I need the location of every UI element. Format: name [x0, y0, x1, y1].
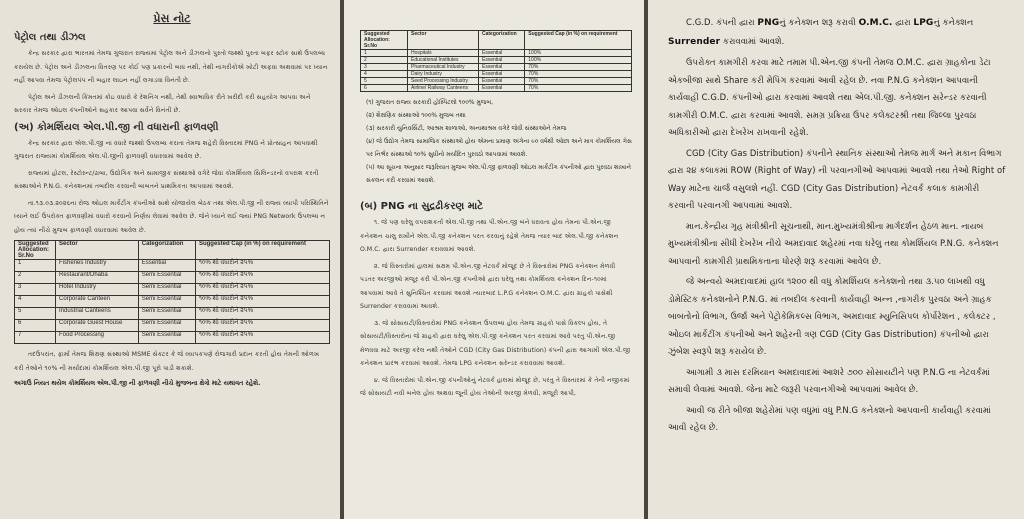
table-cell: ૧૦% થી વધારીને ૨૫%	[195, 260, 329, 272]
table-row	[361, 57, 632, 64]
paragraph: કેન્દ્ર સરકાર દ્વારા એલ.પી.જી ના વધારે જથ્થો ઉપલબ્ધ કરાતા તેમજ શહેરી વિસ્તારમાં PNG ને પ્રોત્સાહન આપવાથી ગુજરાત રાજ્યમાં કોમર્શિયલ એલ.પી.જીની ફાળવણી વધારવામાં આવેલ છે.	[14, 139, 318, 160]
table-header-row	[361, 31, 632, 50]
list-item: (૧) ગુજરાત રાજ્ય સરકારી હોસ્પિટલો ૧૦૦% મુજબ,	[366, 99, 494, 106]
page-two	[344, 0, 644, 519]
table-row	[361, 71, 632, 78]
table-row	[361, 64, 632, 71]
paragraph	[668, 14, 1008, 51]
table-cell: Semi Essential	[138, 272, 195, 284]
table-cell: ૧૦% થી વધારીને ૨૫%	[195, 332, 329, 344]
table-cell: Airline/ Railway Canteens	[408, 85, 479, 92]
table-row	[15, 296, 330, 308]
essential-allocation-table	[360, 30, 632, 92]
table-cell: 70%	[525, 64, 632, 71]
text-run: નું કનેક્શન શરૂ કરાવી	[779, 17, 859, 27]
table-cell: Restaurant/Dhaba	[56, 272, 139, 284]
paragraph: ૧. જે પણ ઘરેલુ વપરાશકર્તા એલ.પી.જી તથા પી.એન.જી બંને ધરાવતા હોય તેમના પી.એન.જી કનેક્શન ચાલુ રાખીને એલ.પી.જી કનેક્શન પરત કરવાનું રહેશે તેમજ ત્યાર બાદ એલ.પી.જી કનેક્શન O.M.C. દ્વારા Surrender કરાવવામાં આવશે.	[360, 219, 619, 253]
list-item: (૪) જે ઉદ્યોગ તેમજ સામાજિક સંસ્થાઓ હોય એમના પ્રમાણ અંગેના ૯૦ વર્ષથી ઓછા અને માત્ર કોમર્શિયલ ગેસ પર નિર્ભર સંસ્થાઓ ૧૦% સુધીનો મર્યાદિત પુરવઠો આપવામાં આવશે.	[366, 138, 632, 158]
table-cell: 70%	[525, 71, 632, 78]
table-cell: 3	[361, 64, 408, 71]
paragraph: જે અન્વયે અમદાવાદમાં હાલ ૧૨૦૦ થી વધુ કોમર્શિયલ કનેક્શનો તથા ૩.૫૦ લાખથી વધુ ડોમેસ્ટિક કનેક્શનોને P.N.G. માં તબદીલ કરવાની કાર્યવાહી અન્ન ,નાગરીક પુરવઠા અને ગ્રાહક બાબતોનો વિભાગ, ઉર્જા અને પેટ્રોકેમિકલ્સ વિભાગ, અમદાવાદ મ્યુનિસિપલ કોર્પોરેશન , કલેક્ટર , ઓઇલ માર્કેટીંગ કંપનીઓ અને શહેરની ત્રણ CGD (City Gas Distribution) કંપનીઓ દ્વારા ઝુંબેશ સ્વરૂપે શરૂ કરાયેલ છે.	[668, 276, 996, 356]
table-cell: ૧૦% થી વધારીને ૨૫%	[195, 296, 329, 308]
table-cell: ૧૦% થી વધારીને ૨૫%	[195, 284, 329, 296]
paragraph: ઉપરોક્ત કામગીરી કરવા માટે તમામ પી.એન.જી કંપની તેમજ O.M.C. દ્વારા ગ્રાહકોના ડેટા એકબીજા સાથે Share કરી મેપિંગ કરવામાં આવી રહેલ છે. નવા P.N.G કનેક્શન આપવાની કાર્યવાહી C.G.D. કંપનીઓ દ્વારા કરવામાં આવશે તથા એલ.પી.જી. કનેક્શન સરેન્ડર કરવાની કામગીરી O.M.C. દ્વારા કરવામાં આવશે. સમગ્ર પ્રક્રિયા ઉપર કલેક્ટરશ્રી તથા જિલ્લા પુરવઠા અધિકારીઓ દ્વારા દેખરેખ રાખવાની રહેશે.	[668, 57, 991, 137]
table-cell: Corporate Guest House	[56, 320, 139, 332]
page-one	[0, 0, 340, 519]
paragraph: ૨. જે વિસ્તારોમાં હાલમાં સક્ષમ પી.એન.જી નેટવર્ક મોજૂદ છે તે વિસ્તારોમાં PNG કનેક્શન મેળવી પડતર અરજીઓ મંજૂર કરી પી.એન.જી કંપનીઓ દ્વારા ઘરેલુ તથા કોમર્શિયલ કનેક્શન દિન-૧૦માં આપવામાં આવે તે સુનિશ્ચિત કરવામાં આવશે ત્યારબાદ L.P.G કનેક્શન O.M.C. દ્વારા ગ્રાહકો પાસેથી Surrender કરાવવામાં આવશે.	[360, 262, 616, 310]
table-cell: Food Processing	[56, 332, 139, 344]
table-cell: Hospitals	[408, 50, 479, 57]
paragraph: ૩. જે સોસાયટી/વિસ્તારોમાં PNG કનેક્શન ઉપલબ્ધ હોય તેમજ ગ્રાહકો પાસે વિકલ્પ હોય, તે સોસાયટી/વિસ્તારોના જે ગ્રાહકો દ્વારા ઘરેલુ એલ.પી.જી કનેક્શન પરત કરવામાં આવે પરંતુ પી.એન.જી મેળવવા માટે અરજી કરેલ નથી તેઓને CGD (City Gas Distribution) કંપની દ્વારા આગામી એલ.પી.જી કનેક્શન પ્રારંભ કરવામાં આવશે. તેમજ LPG કનેક્શન સરેન્ડર કરાવવામાં આવશે.	[360, 319, 631, 367]
table-cell: Semi Essential	[138, 320, 195, 332]
text-run: O.M.C.	[858, 18, 893, 28]
table-row	[15, 272, 330, 284]
table-cell: Essential	[478, 71, 524, 78]
table-cell: 6	[361, 85, 408, 92]
table-cell: Hotel Industry	[56, 284, 139, 296]
paragraph: તા.૧૩.૦૩.૨૦૨૬ના રોજ ઓઇલ માર્કેટીંગ કંપનીઓ સાથે યોજાયેલ બેઠક તથા એલ.પી.જી ની રાજ્ય વ્યાપી પરિસ્થિતિને ધ્યાને લઈ ઉપરોક્ત ફાળવણીમાં વધારો કરવાનો નિર્ણય લેવામાં આવેલ છે. જેને ધ્યાને લઈ જ્યાં PNG Network ઉપલબ્ધ ન હોય ત્યાં નીચે મુજબ ફાળવણી વધારવામાં આવેલ છે.	[14, 199, 329, 234]
text-run: PNG	[757, 18, 780, 28]
heading-petrol-diesel: પેટ્રોલ તથા ડીઝલ	[14, 32, 86, 43]
table-row	[15, 308, 330, 320]
column-header: Sector	[408, 31, 479, 50]
table-cell: Essential	[478, 78, 524, 85]
paragraph: આગામી ૩ માસ દરમિયાન અમદાવાદમાં આશરે ૭૦૦ સોસાયટીને પણ P.N.G ના નેટવર્કમાં સમાવી લેવામાં આવશે. જેના માટે જરૂરી પરવાનગીઓ આપવામાં આવેલ છે.	[668, 366, 990, 394]
table-cell: ૧૦% થી વધારીને ૨૫%	[195, 308, 329, 320]
paragraph: પેટ્રોલ અને ડીઝલની કિંમતમાં કોઇ વધારો કે રેશનિંગ નથી, તેથી સ્વાભાવિક રીતે ખરીદી કરી સહયોગ આપવા અને સરકાર તેમજ ઓઇલ કંપનીઓને સહકાર આપવા સર્વેને વિનંતી છે.	[14, 93, 311, 114]
column-header: Suggested Allocation: Sr.No	[361, 31, 408, 50]
table-cell: 2	[15, 272, 56, 284]
table-cell: 3	[15, 284, 56, 296]
paragraph: આવી જ રીતે બીજા શહેરોમાં પણ વધુમાં વધુ P.N.G કનેક્શનો આપવાની કાર્યવાહી કરવામાં આવી રહેલ છે.	[668, 404, 992, 432]
column-header: Categorization	[478, 31, 524, 50]
column-header: Suggested Cap (in %) on requirement	[195, 241, 329, 260]
list-item: (૩) સરકારી યુનિવર્સિટી, આશ્રમ શાળાઓ, અનાથાશ્રમ વગેરે જેવી સંસ્થાઓને તેમજ	[366, 125, 567, 132]
table-row	[361, 78, 632, 85]
table-cell: 1	[15, 260, 56, 272]
table-cell: 4	[361, 71, 408, 78]
table-cell: 100%	[525, 50, 632, 57]
text-run: કરાવવામાં આવશે.	[720, 35, 785, 46]
table-cell: Essential	[138, 260, 195, 272]
table-cell: Fisheries Industry	[56, 260, 139, 272]
table-cell: Semi Essential	[138, 296, 195, 308]
table-cell: Pharmaceutical Industry	[408, 64, 479, 71]
allocation-table	[14, 240, 330, 344]
table-cell: Corporate Canteen	[56, 296, 139, 308]
table-cell: 2	[361, 57, 408, 64]
table-cell: Essential	[478, 57, 524, 64]
table-cell: 4	[15, 296, 56, 308]
paragraph: CGD (City Gas Distribution) કંપનીને સ્થાનિક સંસ્થાઓ તેમજ માર્ગ અને મકાન વિભાગ દ્વારા ૨૪ કલાકમાં ROW (Right of Way) ની પરવાનગીઓ આપવામાં આવશે તથા તેઓ Right of Way માટેના ચાર્જ વસુલશે નહીં. CGD (City Gas Distribution) નેટવર્ક કલાક કામગીરી કરવાની પરવાનગી આપવામાં આવશે.	[668, 147, 1006, 210]
table-cell: 70%	[525, 85, 632, 92]
text-run: LPG	[913, 18, 934, 28]
text-run: નું કનેક્શન	[933, 17, 974, 27]
table-row	[361, 50, 632, 57]
allocation-notes-list	[366, 96, 632, 187]
table-cell: 7	[15, 332, 56, 344]
column-header: Sector	[56, 241, 139, 260]
list-item: (૫) આ સૂચના અનુસાર જરૂરિયાત મુજબ એલ.પી.જી ફાળવણી ઓઇલ માર્કેટીંગ કંપનીઓ દ્વારા પુરવઠા શાખાને સંકલન કરી કરવામાં આવશે.	[366, 164, 631, 184]
table-cell: Semi Essential	[138, 332, 195, 344]
table-cell: Industrial Canteens	[56, 308, 139, 320]
table-cell: 5	[361, 78, 408, 85]
table-row	[15, 284, 330, 296]
column-header: Suggested Allocation: Sr.No	[15, 241, 56, 260]
table-cell: 6	[15, 320, 56, 332]
table-row	[15, 320, 330, 332]
table-cell: Semi Essential	[138, 284, 195, 296]
table-cell: 1	[361, 50, 408, 57]
table-cell: Seed Processing Industry	[408, 78, 479, 85]
table-cell: 5	[15, 308, 56, 320]
table-cell: ૧૦% થી વધારીને ૨૫%	[195, 320, 329, 332]
column-header: Suggested Cap (in %) on requirement	[525, 31, 632, 50]
table-cell: Educational Institutes	[408, 57, 479, 64]
table-cell: ૧૦% થી વધારીને ૨૫%	[195, 272, 329, 284]
paragraph: રાજ્યમાં હોટલ, રેસ્ટોરન્ટ/ઢાબા, ઉદ્યોગિક અને સામાજીક સંસ્થાઓ વગેરે જેવાં કોમર્શિયલ સિલિન્ડરનો વપરાશ કરતી સંસ્થાઓને P.N.G. કનેક્શનમાં તબદીલ કરવાની બાબતને પ્રાથમિકતા આપવામાં આવશે.	[14, 169, 319, 190]
page-title: પ્રેસ નોટ	[153, 12, 191, 25]
heading-png: (બ) PNG ના સુદ્રઢીકરણ માટે	[360, 201, 484, 212]
column-header: Categorization	[138, 241, 195, 260]
page-three	[648, 0, 1024, 519]
paragraph: કેન્દ્ર સરકાર દ્વારા ભારતમાં તેમજ ગુજરાત રાજ્યમાં પેટ્રોલ અને ડીઝલનો પુરતો જથ્થો પુરતા બફર સ્ટોક સાથે ઉપલબ્ધ કરાયેલ છે. પેટ્રોલ અને ડીઝલના વિતરણ પર કોઈ પણ પ્રકારની બાધ નથી, તેથી નાગરીકોએ ખોટી અફવા અથવામાં પર ધ્યાન નહીં આપવા તેમજ પેટ્રોલપંપ ની બહાર લાઇન નહીં લગાડવા વિનંતી છે.	[14, 50, 328, 84]
table-cell: 70%	[525, 78, 632, 85]
text-run: C.G.D. કંપની દ્વારા	[686, 17, 758, 27]
table-cell: 100%	[525, 57, 632, 64]
table-row	[361, 85, 632, 92]
table-row	[15, 332, 330, 344]
table-cell: Essential	[478, 85, 524, 92]
table-cell: Semi Essential	[138, 308, 195, 320]
heading-commercial-lpg: (અ) કોમર્શિયલ એલ.પી.જી ની વધારાની ફાળવણી	[14, 121, 219, 133]
table-cell: Essential	[478, 50, 524, 57]
paragraph: માન.કેન્દ્રીય ગૃહ મંત્રીશ્રીની સૂચનાથી, માન.મુખ્યમંત્રીશ્રીના માર્ગદર્શન હેઠળ માન. નાયબ મુખ્યમંત્રીશ્રીના સીધી દેખરેખ નીચે અમદાવાદ શહેરમાં નવા ઘરેલુ તથા કોમર્શિયલ P.N.G. કનેક્શન આપવાની કામગીરી પ્રાથમિકતાના ધોરણે શરૂ કરવામાં આવેલ છે.	[668, 220, 999, 266]
text-run: Surrender	[668, 36, 721, 47]
table-cell: Dairy Industry	[408, 71, 479, 78]
table-header-row	[15, 241, 330, 260]
list-item: (૨) શૈક્ષણિક સંસ્થાઓ ૧૦૦% મુજબ તથા	[366, 112, 466, 119]
table-row	[15, 260, 330, 272]
table-cell: Essential	[478, 64, 524, 71]
text-run: દ્વારા	[892, 17, 914, 27]
footer-note: અગાઉ નિયત થયેલ કોમર્શિયલ એલ.પી.જી ની ફાળવણી નીચે મુજબના ક્ષેત્રો માટે યથાવત રહેશે.	[14, 380, 261, 387]
paragraph: તદઉપરાંત, ફાર્મા તેમજ શિક્ષણ સંસ્થાઓ MSME સેક્ટર કે જે વ્યાપકપણે રોજગારી પ્રદાન કરતી હોય તેમની ઓળખ કરી તેઓને ૧૦% ની મર્યાદામાં કોમર્શિયલ એલ.પી.જી પૂરો પાડી શકાશે.	[14, 351, 320, 372]
paragraph: ૪. જે વિસ્તારોમાં પી.એન.જી કંપનીઓનું નેટવર્ક હાલમાં મોજૂદ છે, પરંતુ તે વિસ્તારમાં કે તેની નજીકમાં જે સોસાયટી નવી બનેલ હોય અથવા જૂની હોય તેઓની અરજી મેળવી, મંજૂરી આપી,	[360, 376, 630, 397]
